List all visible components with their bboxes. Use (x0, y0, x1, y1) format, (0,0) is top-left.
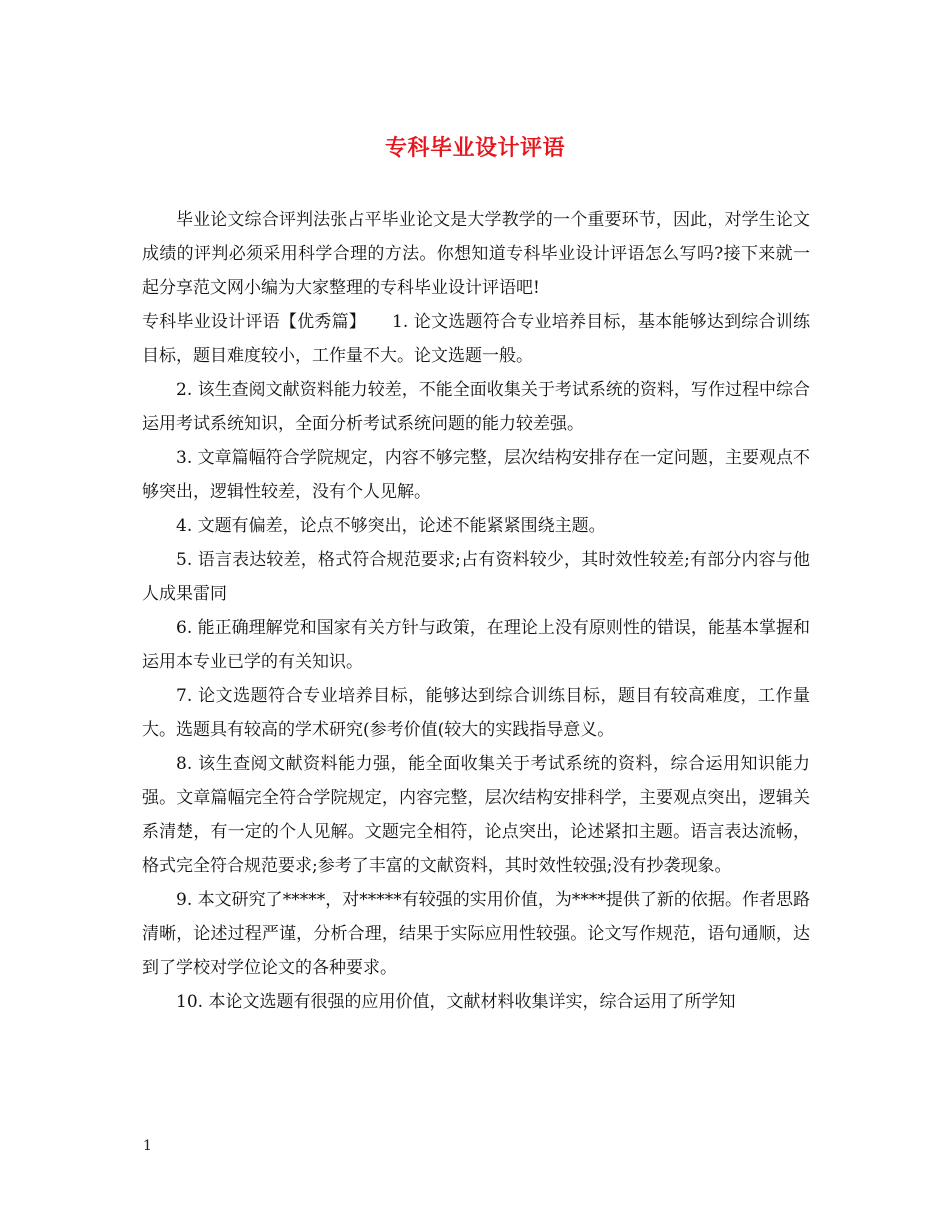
comment-item-9: 9. 本文研究了*****，对*****有较强的实用价值，为****提供了新的依据。作者思路清晰，论述过程严谨，分析合理，结果于实际应用性较强。论文写作规范，语句通顺，达到了学校对学位论文的各种要求。 (142, 890, 810, 978)
comment-item-7: 7. 论文选题符合专业培养目标，能够达到综合训练目标，题目有较高难度，工作量大。选题具有较高的学术研究(参考价值(较大的实践指导意义。 (142, 686, 810, 740)
comment-item-4: 4. 文题有偏差，论点不够突出，论述不能紧紧围绕主题。 (176, 516, 606, 536)
comment-item-3: 3. 文章篇幅符合学院规定，内容不够完整，层次结构安排存在一定问题，主要观点不够突出，逻辑性较差，没有个人见解。 (142, 448, 810, 502)
document-title: 专科毕业设计评语 (384, 135, 565, 161)
comment-item-1: 专科毕业设计评语【优秀篇】 1. 论文选题符合专业培养目标，基本能够达到综合训练目标，题目难度较小，工作量不大。论文选题一般。 (142, 312, 810, 366)
page-number: 1 (143, 1138, 152, 1154)
intro-paragraph: 毕业论文综合评判法张占平毕业论文是大学教学的一个重要环节，因此，对学生论文成绩的评判必须采用科学合理的方法。你想知道专科毕业设计评语怎么写吗?接下来就一起分享范文网小编为大家整理的专科毕业设计评语吧! (142, 210, 810, 298)
comment-item-6: 6. 能正确理解党和国家有关方针与政策，在理论上没有原则性的错误，能基本掌握和运用本专业已学的有关知识。 (142, 618, 810, 672)
comment-item-2: 2. 该生查阅文献资料能力较差，不能全面收集关于考试系统的资料，写作过程中综合运用考试系统知识，全面分析考试系统问题的能力较差强。 (142, 380, 810, 434)
comment-item-8: 8. 该生查阅文献资料能力强，能全面收集关于考试系统的资料，综合运用知识能力强。文章篇幅完全符合学院规定，内容完整，层次结构安排科学，主要观点突出，逻辑关系清楚，有一定的个人见解。文题完全相符，论点突出，论述紧扣主题。语言表达流畅，格式完全符合规范要求;参考了丰富的文献资料，其时效性较强;没有抄袭现象。 (142, 754, 810, 876)
document-body (142, 203, 810, 1019)
comment-item-10: 10. 本论文选题有很强的应用价值，文献材料收集详实，综合运用了所学知 (176, 992, 736, 1012)
comment-item-5: 5. 语言表达较差，格式符合规范要求;占有资料较少，其时效性较差;有部分内容与他人成果雷同 (142, 550, 810, 604)
